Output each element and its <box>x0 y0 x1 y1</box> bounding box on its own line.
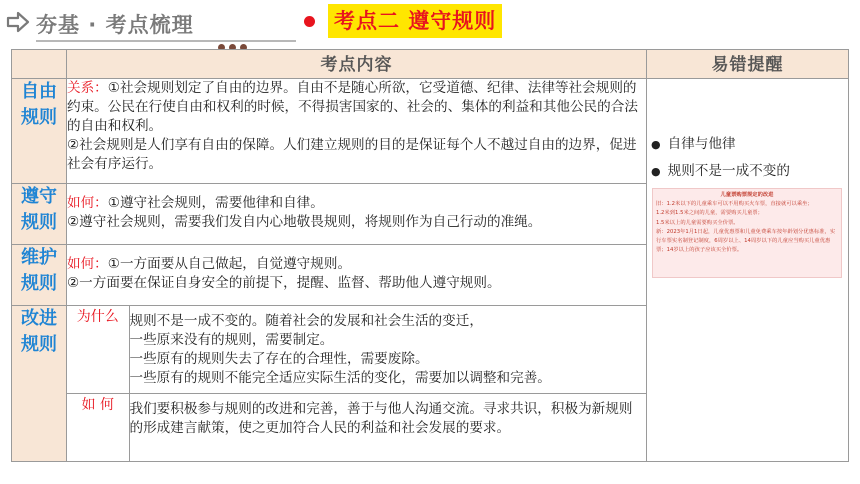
section-title: 考点二 遵守规则 <box>328 4 502 38</box>
row-text: ①遵守社会规则，需要他律和自律。 <box>107 195 324 211</box>
subrow-content-how: 我们要积极参与规则的改进和完善，善于与他人沟通交流。寻求共识，积极为新规则的形成建言献策，使之更加符合人民的利益和社会发展的要求。 <box>129 393 646 461</box>
why-line: 一些原有的规则失去了存在的合理性，需要废除。 <box>129 351 429 367</box>
gaijin-subtable <box>67 306 646 461</box>
column-header-tips: 易错提醒 <box>647 50 849 79</box>
notice-line: 旧：1.2米以下的儿童乘车可以不用购买火车票，直接就可以乘坐； <box>656 201 813 208</box>
row-content-gaijin <box>67 306 647 462</box>
row-text-2: ②遵守社会规则，需要我们发自内心地敬畏规则，将规则作为自己行动的准绳。 <box>67 214 542 230</box>
why-line: 一些原来没有的规则，需要制定。 <box>129 332 334 348</box>
column-header-content: 考点内容 <box>67 50 647 79</box>
row-label-gaijin: 改进 规则 <box>12 306 67 462</box>
subrow-label-how: 如 何 <box>67 393 129 461</box>
row-content-zunshou <box>67 184 647 245</box>
row-text-2: ②社会规则是人们享有自由的保障。人们建立规则的目的是保证每个人不越过自由的边界，促进社会有序运行。 <box>67 137 637 172</box>
tip-item: ● 规则不是一成不变的 <box>651 158 790 185</box>
row-label-ziyou: 自由 规则 <box>12 79 67 184</box>
row-content-weihu <box>67 245 647 306</box>
decorative-dots <box>218 36 258 44</box>
row-lead-label: 关系： <box>67 80 108 96</box>
tips-list <box>651 131 790 185</box>
row-label-weihu: 维护 规则 <box>12 245 67 306</box>
row-lead-label: 如何： <box>67 256 108 272</box>
subrow-label-why: 为什么 <box>67 306 129 393</box>
row-text-2: ②一方面要在保证自身安全的前提下，提醒、监督、帮助他人遵守规则。 <box>67 275 501 291</box>
notice-line: 1.2米到1.5米之间的儿童，需要购买儿童票； <box>656 210 763 217</box>
row-text: ①社会规则划定了自由的边界。自由不是随心所欲，它受道德、纪律、法律等社会规则的约束。公民在行使自由和权利的时候，不得损害国家的、社会的、集体的利益和其他公民的合法的自由和权利。 <box>67 80 638 134</box>
notice-line: 1.5米以上的儿童需要购买全价票。 <box>656 219 739 226</box>
tips-cell <box>647 79 849 462</box>
page-title: 夯基 · 考点梳理 <box>36 13 194 37</box>
tip-item: ● 自律与他律 <box>651 131 790 158</box>
subrow-content-why <box>129 306 646 393</box>
row-text: ①一方面要从自己做起，自觉遵守规则。 <box>107 256 352 272</box>
ticket-notice-image <box>652 188 842 278</box>
why-line: 一些原有的规则不能完全适应实际生活的变化，需要加以调整和完善。 <box>129 370 551 386</box>
knowledge-table <box>11 49 849 462</box>
table-row-ziyou <box>12 79 849 184</box>
arrow-right-icon <box>6 10 30 34</box>
row-label-zunshou: 遵守 规则 <box>12 184 67 245</box>
notice-line: 新：2023年1月1日起，儿童优惠票和儿童免费乘车按年龄划分优惠标准，实行车票实名制登记制度，6周岁以上、14周岁以下的儿童应当购买儿童优惠票；14岁以上的孩子应该买全价票。 <box>656 228 836 254</box>
row-content-ziyou <box>67 79 647 184</box>
red-dot-icon <box>304 16 315 27</box>
top-bar <box>0 0 860 46</box>
why-line: 规则不是一成不变的。随着社会的发展和社会生活的变迁， <box>129 313 483 329</box>
row-lead-label: 如何： <box>67 195 108 211</box>
notice-title: 儿童票购票规定的改进 <box>720 192 774 198</box>
header-blank <box>12 50 67 79</box>
